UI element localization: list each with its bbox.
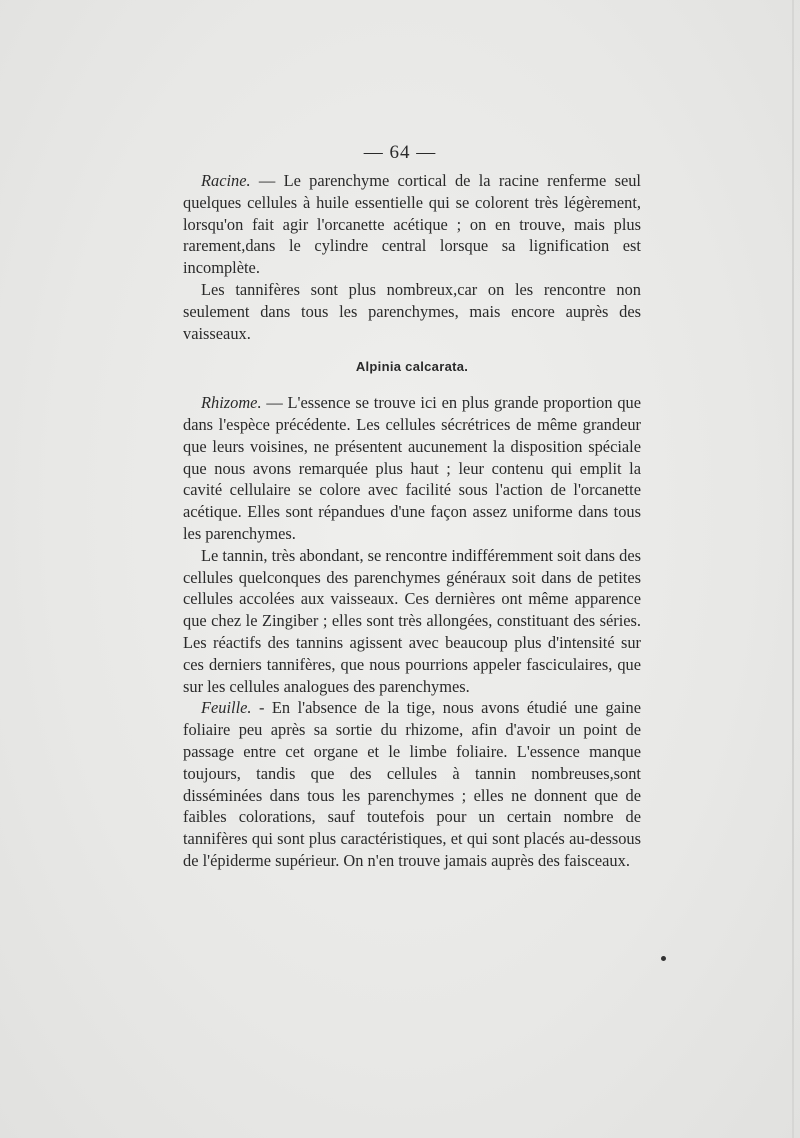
paragraph-lead-feuille: Feuille.	[201, 698, 252, 718]
paragraph-feuille	[183, 697, 641, 871]
section-heading: Alpinia calcarata.	[355, 359, 469, 375]
paragraph-text: - En l'absence de la tige, nous avons étudié une gaine foliaire peu après sa sortie du rhizome, afin d'avoir un point de passage entre cet organe et le limbe foliaire. L'essence manque toujours, tandis que des cellules à tannin nombreuses,sont disséminées dans tous les parenchymes ; elles ne donnent que de faibles colorations, sauf toutefois pour un certain nombre de tannifères qui sont plus caractéristiques, et qui sont placés au-dessous de l'épiderme supérieur. On n'en trouve jamais auprès des faisceaux.	[183, 698, 641, 870]
paragraph-text: — L'essence se trouve ici en plus grande proportion que dans l'espèce précédente. Les cellules sécrétrices de même grandeur que leurs voisines, ne présentent aucunement la disposition spéciale que nous avons remarquée plus haut ; leur contenu qui emplit la cavité cellulaire se colore avec facilité sous l'action de l'orcanette acétique. Elles sont répandues d'une façon assez uniforme dans tous les parenchymes.	[183, 393, 641, 543]
paragraph-racine	[183, 170, 641, 279]
page-number: — 64 —	[363, 142, 437, 163]
ink-dot	[661, 956, 666, 961]
paragraph-tannin	[183, 545, 641, 698]
paragraph-lead-racine: Racine.	[201, 171, 251, 190]
paragraph-lead-rhizome: Rhizome.	[201, 393, 262, 413]
page-edge	[792, 0, 794, 1138]
body-text	[183, 170, 641, 872]
paragraph-tanniferes	[183, 279, 641, 344]
paragraph-text: — Le parenchyme cortical de la racine renferme seul quelques cellules à huile essentielle qui se colorent très légèrement, lorsqu'on fait agir l'orcanette acétique ; on en trouve, mais plus rarement,dans le cylindre central lorsque sa lignification est incomplète.	[183, 171, 641, 278]
paragraph-rhizome	[183, 392, 641, 545]
paragraph-text: Le tannin, très abondant, se rencontre indifféremment soit dans des cellules quelconques des parenchymes généraux soit dans de petites cellules accolées aux vaisseaux. Ces dernières ont même apparence que chez le Zingiber ; elles sont très allongées, constituant des séries. Les réactifs des tannins agissent avec beaucoup plus d'intensité sur ces derniers tannifères, que nous pourrions appeler fasciculaires, que sur les cellules analogues des parenchymes.	[183, 545, 641, 696]
paragraph-text: Les tannifères sont plus nombreux,car on les rencontre non seulement dans tous les parenchymes, mais encore auprès des vaisseaux.	[183, 279, 641, 343]
